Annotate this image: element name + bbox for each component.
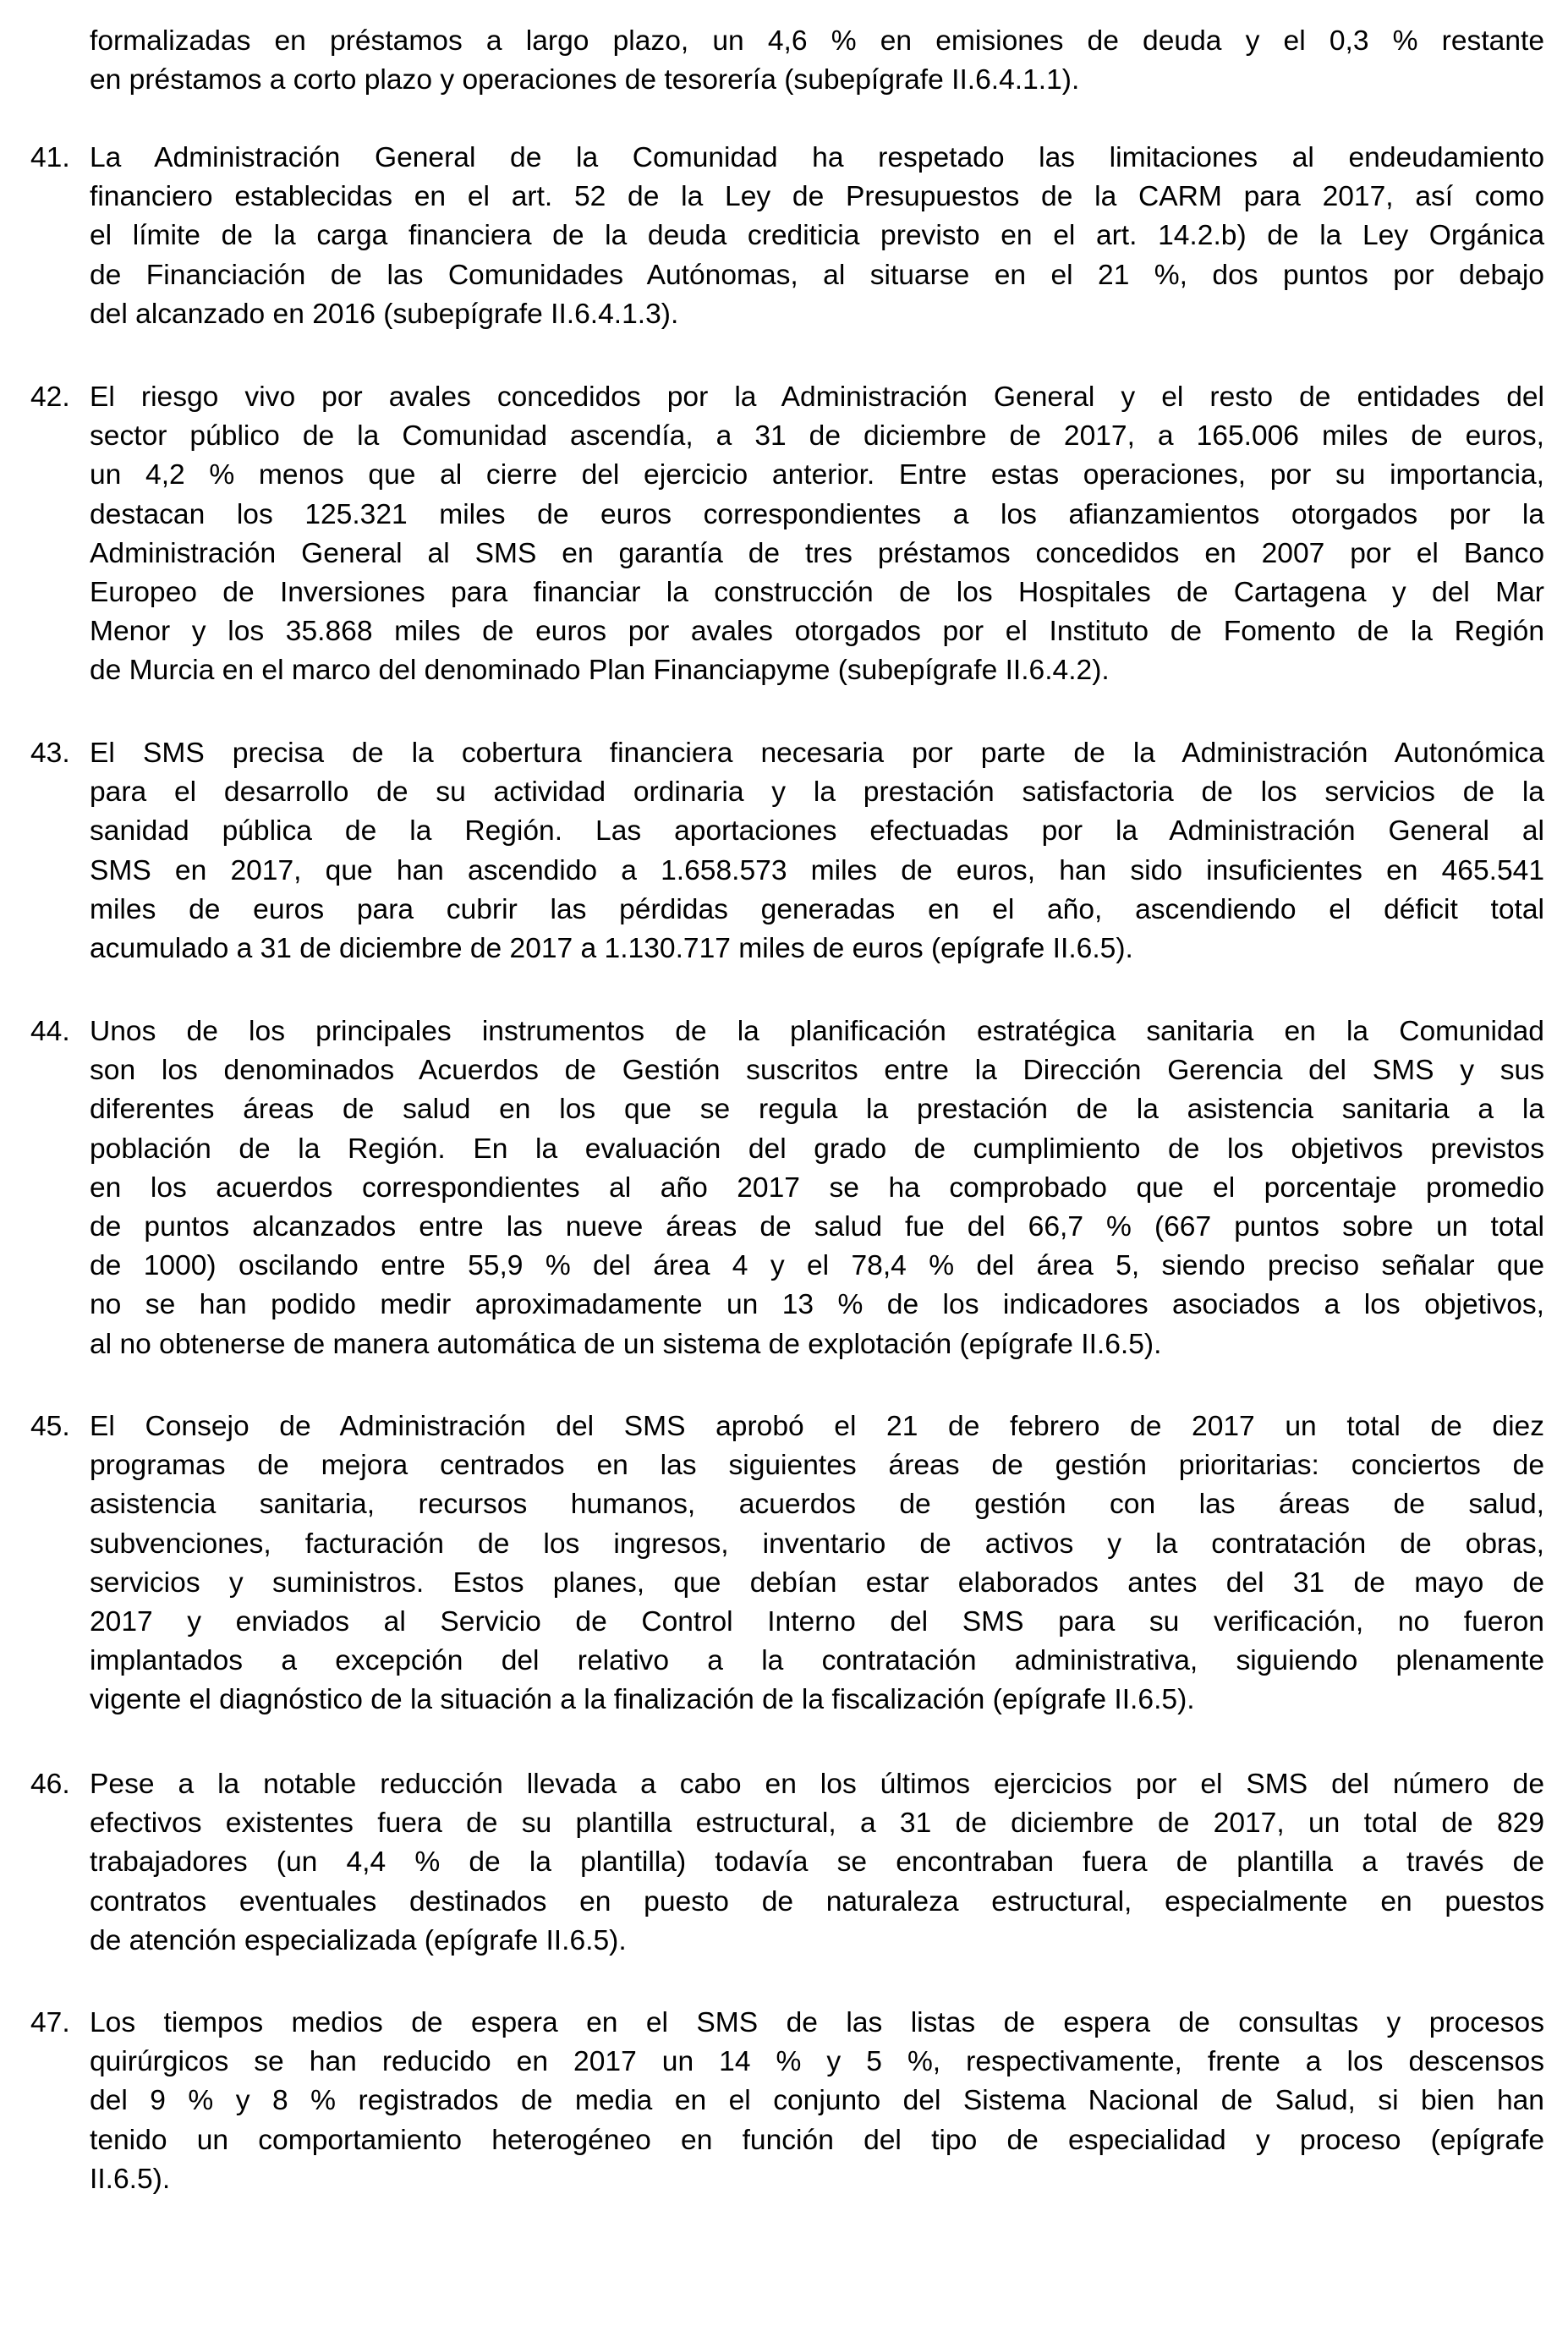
paragraph-line: Pese a la notable reducción llevada a cabo en los últimos ejercicios por el SMS del número de xyxy=(90,1769,1544,1800)
paragraph-line: Menor y los 35.868 miles de euros por avales otorgados por el Instituto de Fomento de la Región xyxy=(90,616,1544,648)
paragraph-line: tenido un comportamiento heterogéneo en función del tipo de especialidad y proceso (epígrafe xyxy=(90,2124,1544,2156)
paragraph-line: quirúrgicos se han reducido en 2017 un 14 % y 5 %, respectivamente, frente a los descensos xyxy=(90,2046,1544,2078)
paragraph-continuation xyxy=(90,22,1544,100)
paragraph-line: Administración General al SMS en garantía de tres préstamos concedidos en 2007 por el Banco xyxy=(90,537,1544,569)
paragraph-line: servicios y suministros. Estos planes, que debían estar elaborados antes del 31 de mayo de xyxy=(90,1566,1544,1599)
paragraph-line: La Administración General de la Comunidad ha respetado las limitaciones al endeudamiento xyxy=(90,142,1544,173)
paragraph-line: implantados a excepción del relativo a la contratación administrativa, siguiendo plenamente xyxy=(90,1645,1544,1677)
paragraph-line: del alcanzado en 2016 (subepígrafe II.6.4.1.3). xyxy=(90,298,679,330)
paragraph-line: miles de euros para cubrir las pérdidas generadas en el año, ascendiendo el déficit total xyxy=(90,893,1544,925)
paragraph-line: al no obtenerse de manera automática de un sistema de explotación (epígrafe II.6.5). xyxy=(90,1328,1162,1360)
paragraph-number: 43. xyxy=(30,738,70,769)
paragraph-number: 41. xyxy=(30,142,70,173)
paragraph-line: en préstamos a corto plazo y operaciones de tesorería (subepígrafe II.6.4.1.1). xyxy=(90,64,1080,96)
paragraph-line: de puntos alcanzados entre las nueve áreas de salud fue del 66,7 % (667 puntos sobre un total xyxy=(90,1211,1544,1243)
paragraph-line: de atención especializada (epígrafe II.6.5). xyxy=(90,1924,627,1956)
paragraph-line: Los tiempos medios de espera en el SMS de las listas de espera de consultas y procesos xyxy=(90,2007,1544,2038)
paragraph-line: de Murcia en el marco del denominado Plan Financiapyme (subepígrafe II.6.4.2). xyxy=(90,655,1110,687)
paragraph-line: población de la Región. En la evaluación del grado de cumplimiento de los objetivos previstos xyxy=(90,1133,1544,1165)
paragraph-42 xyxy=(30,378,1544,691)
paragraph-line: en los acuerdos correspondientes al año 2017 se ha comprobado que el porcentaje promedio xyxy=(90,1171,1544,1204)
paragraph-line: de 1000) oscilando entre 55,9 % del área 4 y el 78,4 % del área 5, siendo preciso señalar que xyxy=(90,1250,1544,1282)
paragraph-line: no se han podido medir aproximadamente un 13 % de los indicadores asociados a los objetivos, xyxy=(90,1289,1544,1321)
paragraph-line: sector público de la Comunidad ascendía, a 31 de diciembre de 2017, a 165.006 miles de euros, xyxy=(90,420,1544,453)
paragraph-43 xyxy=(30,734,1544,968)
paragraph-line: sanidad pública de la Región. Las aportaciones efectuadas por la Administración General al xyxy=(90,815,1544,848)
paragraph-line: formalizadas en préstamos a largo plazo, un 4,6 % en emisiones de deuda y el 0,3 % restante xyxy=(90,25,1544,57)
paragraph-line: 2017 y enviados al Servicio de Control Interno del SMS para su verificación, no fueron xyxy=(90,1606,1544,1638)
paragraph-line: asistencia sanitaria, recursos humanos, acuerdos de gestión con las áreas de salud, xyxy=(90,1489,1544,1521)
paragraph-line: trabajadores (un 4,4 % de la plantilla) todavía se encontraban fuera de plantilla a través de xyxy=(90,1846,1544,1879)
paragraph-line: vigente el diagnóstico de la situación a la finalización de la fiscalización (epígrafe II.6.5). xyxy=(90,1684,1195,1716)
paragraph-line: para el desarrollo de su actividad ordinaria y la prestación satisfactoria de los servicios de la xyxy=(90,776,1544,809)
paragraph-46 xyxy=(30,1765,1544,1961)
paragraph-line: El SMS precisa de la cobertura financiera necesaria por parte de la Administración Autonómica xyxy=(90,738,1544,769)
paragraph-line: de Financiación de las Comunidades Autónomas, al situarse en el 21 %, dos puntos por debajo xyxy=(90,259,1544,291)
paragraph-line: el límite de la carga financiera de la deuda crediticia previsto en el art. 14.2.b) de la Ley Orgánica xyxy=(90,220,1544,252)
paragraph-47 xyxy=(30,2004,1544,2199)
paragraph-45 xyxy=(30,1407,1544,1720)
paragraph-number: 47. xyxy=(30,2007,70,2038)
paragraph-line: El riesgo vivo por avales concedidos por la Administración General y el resto de entidades del xyxy=(90,381,1544,413)
paragraph-line: financiero establecidas en el art. 52 de la Ley de Presupuestos de la CARM para 2017, así como xyxy=(90,181,1544,213)
paragraph-line: II.6.5). xyxy=(90,2163,171,2195)
paragraph-line: un 4,2 % menos que al cierre del ejercicio anterior. Entre estas operaciones, por su importancia, xyxy=(90,459,1544,491)
paragraph-line: programas de mejora centrados en las siguientes áreas de gestión prioritarias: conciertos de xyxy=(90,1450,1544,1482)
paragraph-number: 42. xyxy=(30,381,70,413)
paragraph-line: acumulado a 31 de diciembre de 2017 a 1.130.717 miles de euros (epígrafe II.6.5). xyxy=(90,933,1133,965)
paragraph-number: 46. xyxy=(30,1769,70,1800)
paragraph-line: Europeo de Inversiones para financiar la construcción de los Hospitales de Cartagena y del Mar xyxy=(90,577,1544,609)
paragraph-number: 45. xyxy=(30,1411,70,1442)
paragraph-line: del 9 % y 8 % registrados de media en el conjunto del Sistema Nacional de Salud, si bien han xyxy=(90,2085,1544,2117)
paragraph-line: subvenciones, facturación de los ingresos, inventario de activos y la contratación de obras, xyxy=(90,1528,1544,1560)
paragraph-number: 44. xyxy=(30,1016,70,1047)
paragraph-line: destacan los 125.321 miles de euros correspondientes a los afianzamientos otorgados por la xyxy=(90,498,1544,530)
paragraph-line: contratos eventuales destinados en puesto de naturaleza estructural, especialmente en puestos xyxy=(90,1885,1544,1917)
paragraph-line: Unos de los principales instrumentos de la planificación estratégica sanitaria en la Comunidad xyxy=(90,1016,1544,1047)
paragraph-line: efectivos existentes fuera de su plantilla estructural, a 31 de diciembre de 2017, un total de 829 xyxy=(90,1808,1544,1840)
paragraph-44 xyxy=(30,1012,1544,1364)
paragraph-line: SMS en 2017, que han ascendido a 1.658.573 miles de euros, han sido insuficientes en 465.541 xyxy=(90,854,1544,886)
paragraph-line: diferentes áreas de salud en los que se regula la prestación de la asistencia sanitaria a la xyxy=(90,1094,1544,1126)
paragraph-line: El Consejo de Administración del SMS aprobó el 21 de febrero de 2017 un total de diez xyxy=(90,1411,1544,1442)
paragraph-41 xyxy=(30,139,1544,334)
paragraph-line: son los denominados Acuerdos de Gestión suscritos entre la Dirección Gerencia del SMS y sus xyxy=(90,1055,1544,1087)
